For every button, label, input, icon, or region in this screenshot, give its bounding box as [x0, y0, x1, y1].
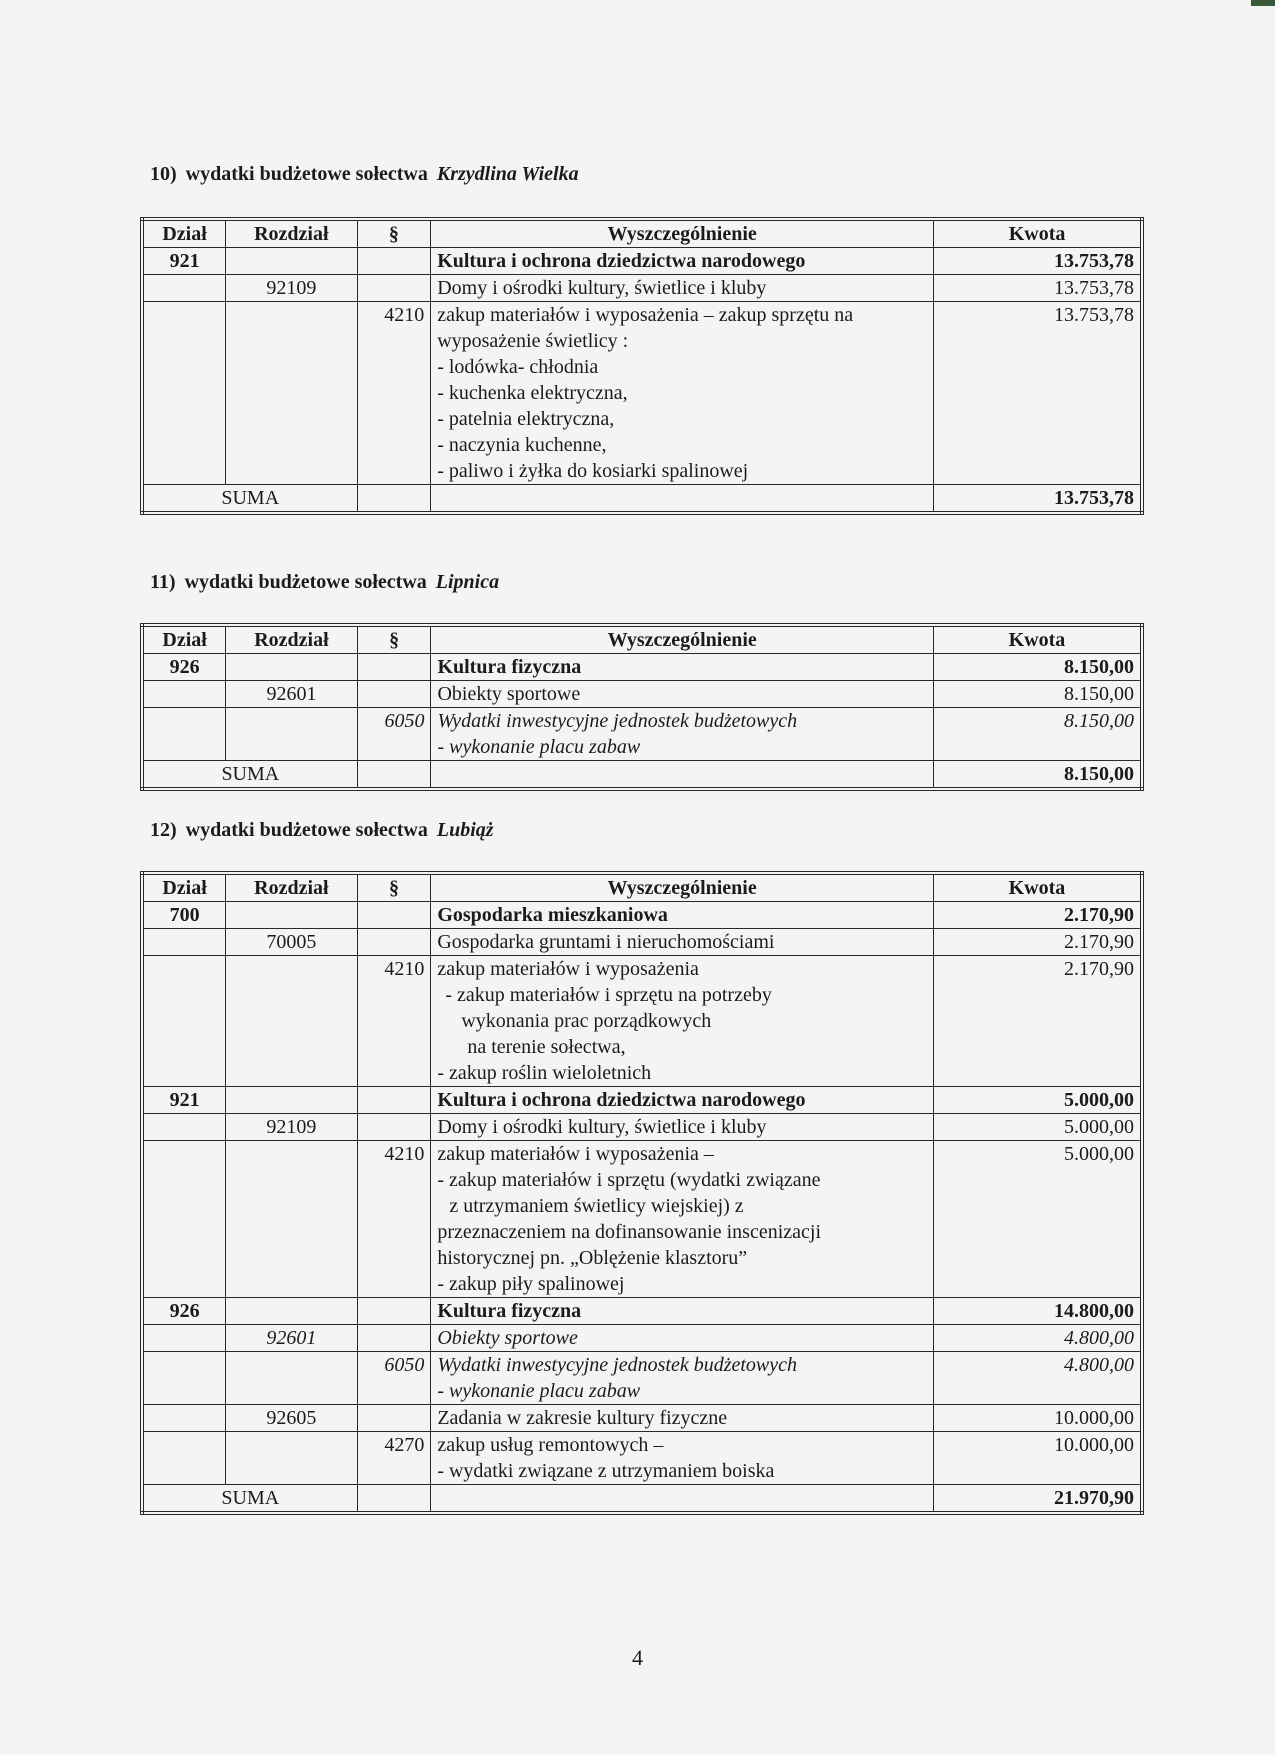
cell-kwota: 5.000,00 — [933, 1087, 1142, 1114]
scan-corner-mark — [1251, 0, 1275, 6]
village-name: Lubiąż — [436, 819, 494, 841]
cell-wyszczegolnienie — [431, 1325, 934, 1352]
cell-paragraf: 4270 — [357, 1432, 431, 1485]
description-line: - naczynia kuchenne, — [437, 434, 607, 456]
cell-kwota: 2.170,90 — [933, 902, 1142, 929]
cell-dzial — [142, 708, 226, 761]
cell-rozdzial: 92109 — [226, 1114, 357, 1141]
description-line: Domy i ośrodki kultury, świetlice i kluby — [437, 277, 767, 299]
header-paragraf: § — [357, 625, 431, 654]
cell-dzial — [142, 1114, 226, 1141]
section-number: 11) — [150, 571, 176, 593]
header-kwota: Kwota — [934, 219, 1142, 248]
table-row — [142, 302, 1142, 485]
cell-rozdzial: 70005 — [226, 929, 357, 956]
description-line: - patelnia elektryczna, — [437, 408, 615, 430]
table-row — [142, 1352, 1142, 1405]
table-row — [142, 1432, 1142, 1485]
section-title: wydatki budżetowe sołectwa — [185, 819, 428, 841]
budget-table-krzydlina-wielka — [140, 217, 1144, 515]
table-header-row — [142, 219, 1142, 248]
cell-rozdzial — [226, 1432, 357, 1485]
cell-paragraf — [357, 929, 431, 956]
cell-kwota: 8.150,00 — [933, 654, 1142, 681]
cell-wyszczegolnienie — [431, 1405, 934, 1432]
cell-dzial — [142, 1405, 226, 1432]
cell-rozdzial: 92601 — [226, 681, 357, 708]
cell-dzial: 700 — [142, 902, 226, 929]
cell-wyszczegolnienie — [431, 929, 934, 956]
suma-label: SUMA — [142, 761, 357, 790]
suma-empty-desc — [431, 761, 933, 790]
section-number: 12) — [150, 819, 177, 841]
cell-dzial: 921 — [142, 1087, 226, 1114]
cell-rozdzial — [226, 1298, 357, 1325]
cell-rozdzial — [226, 1087, 357, 1114]
cell-paragraf — [357, 1405, 431, 1432]
section-number: 10) — [150, 163, 177, 185]
cell-wyszczegolnienie — [431, 654, 933, 681]
description-line: - zakup piły spalinowej — [437, 1273, 625, 1295]
suma-value: 21.970,90 — [933, 1485, 1142, 1514]
header-paragraf: § — [357, 873, 431, 902]
description-line: Wydatki inwestycyjne jednostek budżetowych — [437, 1354, 798, 1376]
cell-dzial — [142, 681, 226, 708]
header-rozdzial: Rozdział — [226, 873, 357, 902]
description-line: - paliwo i żyłka do kosiarki spalinowej — [437, 460, 749, 482]
cell-rozdzial — [226, 902, 357, 929]
header-dzial: Dział — [142, 873, 226, 902]
cell-kwota: 4.800,00 — [933, 1325, 1142, 1352]
header-rozdzial: Rozdział — [226, 219, 357, 248]
cell-kwota: 10.000,00 — [933, 1405, 1142, 1432]
cell-rozdzial: 92109 — [226, 275, 357, 302]
table-row — [142, 708, 1142, 761]
cell-wyszczegolnienie — [431, 902, 934, 929]
cell-wyszczegolnienie — [431, 302, 934, 485]
cell-wyszczegolnienie — [431, 681, 933, 708]
cell-rozdzial — [226, 1141, 357, 1298]
suma-row — [142, 761, 1142, 790]
cell-dzial — [142, 929, 226, 956]
cell-rozdzial — [226, 302, 357, 485]
cell-paragraf: 4210 — [357, 956, 431, 1087]
cell-paragraf — [357, 275, 431, 302]
description-line: - wykonanie placu zabaw — [437, 1380, 641, 1402]
header-paragraf: § — [357, 219, 431, 248]
budget-table-lubiaz — [140, 871, 1144, 1515]
cell-paragraf — [357, 1087, 431, 1114]
cell-dzial: 926 — [142, 1298, 226, 1325]
cell-paragraf — [357, 681, 431, 708]
cell-rozdzial: 92605 — [226, 1405, 357, 1432]
suma-empty-desc — [431, 1485, 934, 1514]
header-wyszczegolnienie: Wyszczególnienie — [431, 219, 934, 248]
header-wyszczegolnienie: Wyszczególnienie — [431, 873, 934, 902]
page-number: 4 — [632, 1645, 643, 1670]
table-row — [142, 1114, 1142, 1141]
cell-wyszczegolnienie — [431, 1352, 934, 1405]
table-row — [142, 929, 1142, 956]
cell-dzial — [142, 1432, 226, 1485]
cell-kwota: 14.800,00 — [933, 1298, 1142, 1325]
table-row — [142, 681, 1142, 708]
cell-rozdzial — [226, 248, 357, 275]
description-line: - lodówka- chłodnia — [437, 356, 599, 378]
cell-wyszczegolnienie — [431, 1141, 934, 1298]
table-row — [142, 902, 1142, 929]
suma-empty-desc — [431, 485, 934, 514]
table-header-row — [142, 873, 1142, 902]
cell-kwota: 10.000,00 — [933, 1432, 1142, 1485]
description-line: - zakup materiałów i sprzętu na potrzeby — [445, 984, 772, 1006]
description-line: przeznaczeniem na dofinansowanie inscenizacji — [437, 1221, 822, 1243]
description-line: Obiekty sportowe — [437, 683, 581, 705]
table-row — [142, 1298, 1142, 1325]
suma-row — [142, 485, 1142, 514]
header-kwota: Kwota — [933, 873, 1142, 902]
suma-empty-paragraf — [357, 761, 431, 790]
section-heading-10 — [150, 163, 579, 186]
cell-paragraf: 6050 — [357, 708, 431, 761]
cell-dzial — [142, 1352, 226, 1405]
cell-dzial — [142, 275, 226, 302]
cell-kwota: 8.150,00 — [933, 681, 1142, 708]
cell-kwota: 8.150,00 — [933, 708, 1142, 761]
description-line: - wykonanie placu zabaw — [437, 736, 641, 758]
cell-kwota: 4.800,00 — [933, 1352, 1142, 1405]
table-row — [142, 1087, 1142, 1114]
description-line: Gospodarka mieszkaniowa — [437, 904, 668, 926]
description-line: zakup materiałów i wyposażenia – zakup sprzętu na — [437, 304, 854, 326]
header-dzial: Dział — [142, 625, 226, 654]
header-wyszczegolnienie: Wyszczególnienie — [431, 625, 933, 654]
cell-kwota: 13.753,78 — [934, 248, 1142, 275]
cell-dzial — [142, 956, 226, 1087]
cell-wyszczegolnienie — [431, 275, 934, 302]
description-line: zakup materiałów i wyposażenia – — [437, 1143, 714, 1165]
description-line: zakup usług remontowych – — [437, 1434, 664, 1456]
cell-rozdzial: 92601 — [226, 1325, 357, 1352]
header-rozdzial: Rozdział — [226, 625, 357, 654]
cell-rozdzial — [226, 956, 357, 1087]
description-line: Kultura i ochrona dziedzictwa narodowego — [437, 250, 806, 272]
village-name: Krzydlina Wielka — [436, 163, 579, 185]
cell-rozdzial — [226, 708, 357, 761]
header-kwota: Kwota — [933, 625, 1142, 654]
description-line: wykonania prac porządkowych — [461, 1010, 712, 1032]
cell-paragraf: 4210 — [357, 302, 431, 485]
suma-empty-paragraf — [357, 1485, 431, 1514]
cell-wyszczegolnienie — [431, 1087, 934, 1114]
cell-paragraf: 6050 — [357, 1352, 431, 1405]
cell-wyszczegolnienie — [431, 1432, 934, 1485]
cell-paragraf — [357, 654, 431, 681]
cell-dzial: 926 — [142, 654, 226, 681]
cell-dzial: 921 — [142, 248, 226, 275]
cell-paragraf — [357, 902, 431, 929]
cell-kwota: 13.753,78 — [934, 302, 1142, 485]
suma-label: SUMA — [142, 485, 357, 514]
description-line: Gospodarka gruntami i nieruchomościami — [437, 931, 775, 953]
suma-value: 13.753,78 — [934, 485, 1142, 514]
cell-paragraf: 4210 — [357, 1141, 431, 1298]
table-row — [142, 1405, 1142, 1432]
description-line: Domy i ośrodki kultury, świetlice i kluby — [437, 1116, 767, 1138]
table-row — [142, 956, 1142, 1087]
cell-wyszczegolnienie — [431, 1114, 934, 1141]
table-header-row — [142, 625, 1142, 654]
section-title: wydatki budżetowe sołectwa — [184, 571, 427, 593]
cell-kwota: 13.753,78 — [934, 275, 1142, 302]
description-line: Kultura fizyczna — [437, 656, 582, 678]
cell-kwota: 2.170,90 — [933, 929, 1142, 956]
cell-rozdzial — [226, 1352, 357, 1405]
table-row — [142, 248, 1142, 275]
section-heading-12 — [150, 819, 494, 842]
description-line: - zakup materiałów i sprzętu (wydatki związane — [437, 1169, 821, 1191]
description-line: - zakup roślin wieloletnich — [437, 1062, 652, 1084]
cell-dzial — [142, 1141, 226, 1298]
description-line: Obiekty sportowe — [437, 1327, 578, 1349]
section-title: wydatki budżetowe sołectwa — [185, 163, 428, 185]
description-line: Zadania w zakresie kultury fizyczne — [437, 1407, 728, 1429]
description-line: na terenie sołectwa, — [467, 1036, 626, 1058]
cell-kwota: 5.000,00 — [933, 1114, 1142, 1141]
cell-paragraf — [357, 248, 431, 275]
cell-dzial — [142, 302, 226, 485]
table-row — [142, 1141, 1142, 1298]
cell-rozdzial — [226, 654, 357, 681]
description-line: wyposażenie świetlicy : — [437, 330, 629, 352]
cell-dzial — [142, 1325, 226, 1352]
cell-wyszczegolnienie — [431, 1298, 934, 1325]
description-line: Wydatki inwestycyjne jednostek budżetowych — [437, 710, 798, 732]
suma-empty-paragraf — [357, 485, 431, 514]
header-dzial: Dział — [142, 219, 226, 248]
cell-kwota: 2.170,90 — [933, 956, 1142, 1087]
description-line: Kultura i ochrona dziedzictwa narodowego — [437, 1089, 806, 1111]
description-line: Kultura fizyczna — [437, 1300, 582, 1322]
cell-wyszczegolnienie — [431, 708, 933, 761]
cell-paragraf — [357, 1298, 431, 1325]
table-row — [142, 1325, 1142, 1352]
cell-paragraf — [357, 1114, 431, 1141]
description-line: zakup materiałów i wyposażenia — [437, 958, 699, 980]
cell-kwota: 5.000,00 — [933, 1141, 1142, 1298]
suma-label: SUMA — [142, 1485, 357, 1514]
description-line: - wydatki związane z utrzymaniem boiska — [437, 1460, 775, 1482]
description-line: z utrzymaniem świetlicy wiejskiej) z — [449, 1195, 744, 1217]
section-heading-11 — [150, 571, 499, 594]
description-line: historycznej pn. „Oblężenie klasztoru” — [437, 1247, 748, 1269]
budget-table-lipnica — [140, 623, 1144, 791]
suma-row — [142, 1485, 1142, 1514]
cell-wyszczegolnienie — [431, 956, 934, 1087]
table-row — [142, 275, 1142, 302]
cell-paragraf — [357, 1325, 431, 1352]
cell-wyszczegolnienie — [431, 248, 934, 275]
village-name: Lipnica — [435, 571, 500, 593]
description-line: - kuchenka elektryczna, — [437, 382, 628, 404]
table-row — [142, 654, 1142, 681]
suma-value: 8.150,00 — [933, 761, 1142, 790]
